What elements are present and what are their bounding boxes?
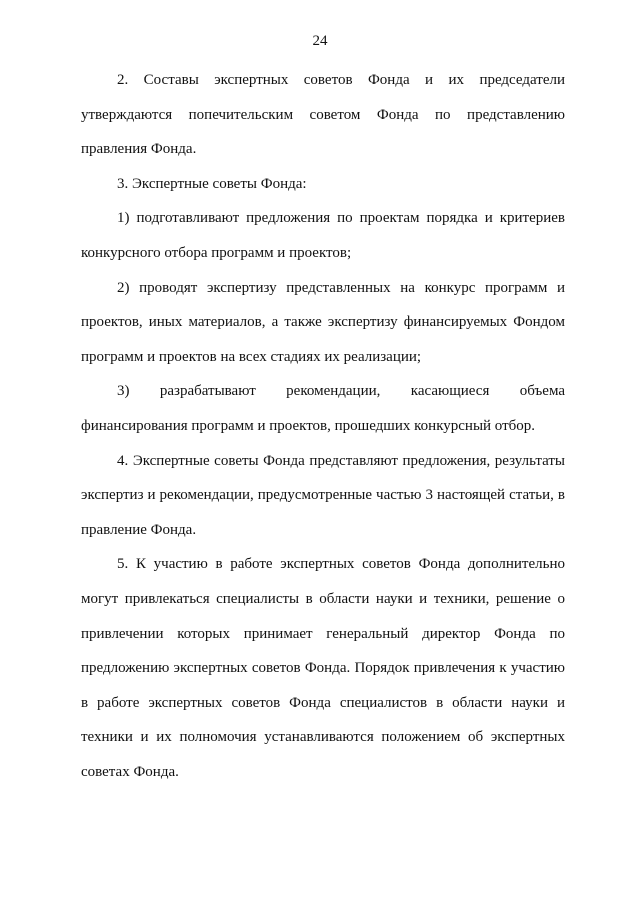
paragraph-2: 2. Составы экспертных советов Фонда и их председатели утверждаются попечительским советом Фонда по представлению правления Фонда.: [81, 72, 565, 158]
paragraph-3-item-3: 3) разрабатывают рекомендации, касающиеся объема финансирования программ и проектов, прошедших конкурсный отбор.: [81, 383, 565, 434]
paragraph-4: 4. Экспертные советы Фонда представляют предложения, результаты экспертиз и рекомендации, предусмотренные частью 3 настоящей статьи, в правление Фонда.: [81, 452, 565, 538]
paragraph-3: 3. Экспертные советы Фонда:: [117, 175, 307, 192]
paragraph-3-item-2: 2) проводят экспертизу представленных на конкурс программ и проектов, иных материалов, а также экспертизу финансируемых Фондом программ и проектов на всех стадиях их реализации;: [81, 279, 565, 365]
paragraph-5: 5. К участию в работе экспертных советов Фонда дополнительно могут привлекаться специалисты в области науки и техники, решение о привлечении которых принимает генеральный директор Фонда по предложению экспертных советов Фонда. Порядок привлечения к участию в работе экспертных советов Фонда специалистов в области науки и техники и их полномочия устанавливаются положением об экспертных советах Фонда.: [81, 556, 565, 780]
page-number: 24: [312, 33, 328, 49]
paragraph-3-item-1: 1) подготавливают предложения по проектам порядка и критериев конкурсного отбора программ и проектов;: [81, 210, 565, 261]
document-body: [81, 63, 565, 789]
